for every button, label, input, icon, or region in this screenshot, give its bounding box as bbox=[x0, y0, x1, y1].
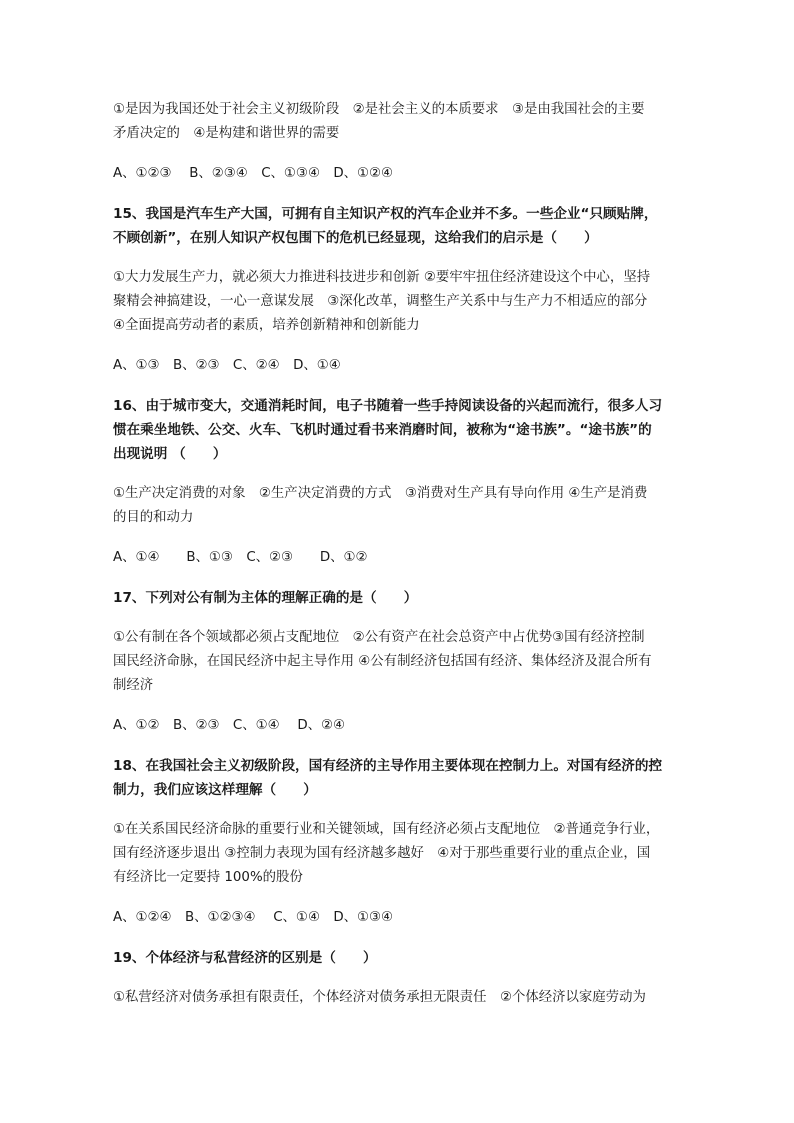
text-line: ①生产决定消费的对象 ②生产决定消费的方式 ③消费对生产具有导向作用 ④生产是消费 bbox=[113, 486, 648, 501]
text-line: 有经济比一定要持 100%的股份 bbox=[113, 870, 303, 885]
text-line: ①在关系国民经济命脉的重要行业和关键领域，国有经济必须占支配地位 ②普通竞争行业， bbox=[113, 822, 660, 837]
text-line: 的目的和动力 bbox=[113, 510, 194, 525]
question-line: 制力，我们应该这样理解（ ） bbox=[113, 782, 317, 798]
question-line: 15、我国是汽车生产大国，可拥有自主知识产权的汽车企业并不多。一些企业“只顾贴牌， bbox=[113, 206, 658, 222]
question-line: 惯在乘坐地铁、公交、火车、飞机时通过看书来消磨时间，被称为“途书族”。“途书族”的 bbox=[113, 422, 652, 438]
options-17 bbox=[113, 714, 693, 738]
text-line: ④全面提高劳动者的素质，培养创新精神和创新能力 bbox=[113, 318, 420, 333]
statements-16 bbox=[113, 482, 693, 530]
text-line: 聚精会神搞建设，一心一意谋发展 ③深化改革，调整生产关系中与生产力不相适应的部分 bbox=[113, 294, 648, 309]
text-line: ①是因为我国还处于社会主义初级阶段 ②是社会主义的本质要求 ③是由我国社会的主要 bbox=[113, 102, 645, 117]
text-line: ①大力发展生产力，就必须大力推进科技进步和创新 ②要牢牢扭住经济建设这个中心，坚持 bbox=[113, 270, 651, 285]
options-18 bbox=[113, 906, 693, 930]
options-prev bbox=[113, 162, 693, 186]
statements-18 bbox=[113, 818, 693, 890]
statements-19 bbox=[113, 986, 693, 1010]
options-line: A、①③ B、②③ C、②④ D、①④ bbox=[113, 358, 341, 373]
statements-15 bbox=[113, 266, 693, 338]
question-line: 出现说明 （ ） bbox=[113, 446, 227, 462]
question-16 bbox=[113, 394, 693, 466]
question-19 bbox=[113, 946, 693, 970]
options-15 bbox=[113, 354, 693, 378]
text-line: 国有经济逐步退出 ③控制力表现为国有经济越多越好 ④对于那些重要行业的重点企业，国 bbox=[113, 846, 651, 861]
statements-prev bbox=[113, 98, 693, 146]
text-line: 矛盾决定的 ④是构建和谐世界的需要 bbox=[113, 126, 340, 141]
question-15 bbox=[113, 202, 693, 250]
options-line: A、①② B、②③ C、①④ D、②④ bbox=[113, 718, 346, 733]
text-line: 国民经济命脉，在国民经济中起主导作用 ④公有制经济包括国有经济、集体经济及混合所有 bbox=[113, 654, 652, 669]
options-16 bbox=[113, 546, 693, 570]
text-line: ①私营经济对债务承担有限责任，个体经济对债务承担无限责任 ②个体经济以家庭劳动为 bbox=[113, 990, 646, 1005]
options-line: A、①②④ B、①②③④ C、①④ D、①③④ bbox=[113, 910, 394, 925]
text-line: ①公有制在各个领域都必须占支配地位 ②公有资产在社会总资产中占优势③国有经济控制 bbox=[113, 630, 645, 645]
text-line: 制经济 bbox=[113, 678, 154, 693]
options-line: A、①④ B、①③ C、②③ D、①② bbox=[113, 550, 368, 565]
options-line: A、①②③ B、②③④ C、①③④ D、①②④ bbox=[113, 166, 394, 181]
question-line: 不顾创新”，在别人知识产权包围下的危机已经显现，这给我们的启示是（ ） bbox=[113, 230, 598, 246]
question-line: 17、下列对公有制为主体的理解正确的是（ ） bbox=[113, 590, 418, 606]
question-18 bbox=[113, 754, 693, 802]
question-line: 19、个体经济与私营经济的区别是（ ） bbox=[113, 950, 377, 966]
statements-17 bbox=[113, 626, 693, 698]
question-line: 16、由于城市变大，交通消耗时间，电子书随着一些手持阅读设备的兴起而流行，很多人习 bbox=[113, 398, 663, 414]
question-line: 18、在我国社会主义初级阶段，国有经济的主导作用主要体现在控制力上。对国有经济的控 bbox=[113, 758, 663, 774]
question-17 bbox=[113, 586, 693, 610]
